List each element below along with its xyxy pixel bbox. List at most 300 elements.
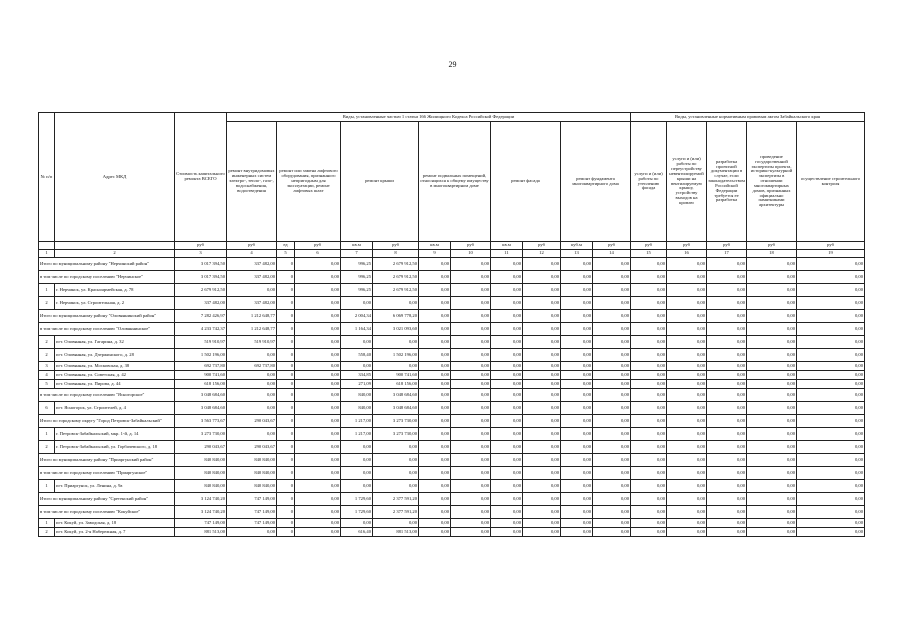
cell-value: 0,00 bbox=[419, 441, 451, 454]
header-address: Адрес МКД bbox=[55, 113, 175, 242]
cell-value: 0,00 bbox=[451, 519, 491, 528]
cell-value: 0,00 bbox=[341, 454, 373, 467]
cell-value: 0,00 bbox=[295, 493, 341, 506]
unit-cell: руб bbox=[707, 242, 747, 250]
cell-value: 0,00 bbox=[561, 271, 593, 284]
cell-value: 2 679 912,50 bbox=[373, 258, 419, 271]
cell-value: 618 156,00 bbox=[373, 380, 419, 389]
cell-value: 2 679 912,50 bbox=[175, 284, 227, 297]
cell-value: 0,00 bbox=[295, 310, 341, 323]
cell-value: 0,00 bbox=[373, 336, 419, 349]
cell-value: 0,00 bbox=[797, 415, 865, 428]
cell-value: 0,00 bbox=[561, 415, 593, 428]
cell-value: 0,00 bbox=[523, 402, 561, 415]
cell-value: 337 482,00 bbox=[227, 271, 277, 284]
cell-value: 0,00 bbox=[491, 467, 523, 480]
cell-value: 0,00 bbox=[523, 519, 561, 528]
row-number: 2 bbox=[39, 441, 55, 454]
cell-value: 840 840,00 bbox=[227, 454, 277, 467]
cell-value: 0,00 bbox=[523, 467, 561, 480]
cell-value: 0 bbox=[277, 480, 295, 493]
cell-value: 0,00 bbox=[491, 380, 523, 389]
cell-value: 0,00 bbox=[561, 480, 593, 493]
cell-value: 519 910,97 bbox=[175, 336, 227, 349]
cell-value: 0 bbox=[277, 441, 295, 454]
cell-value: 0,00 bbox=[593, 258, 631, 271]
row-address: пгт. Кокуй, ул. Заводская, д. 18 bbox=[55, 519, 175, 528]
row-number: 1 bbox=[39, 480, 55, 493]
cell-value: 0,00 bbox=[295, 480, 341, 493]
col-number: 7 bbox=[341, 250, 373, 258]
cell-value: 0,00 bbox=[667, 336, 707, 349]
cell-value: 0 bbox=[277, 454, 295, 467]
cell-value: 0 bbox=[277, 428, 295, 441]
cell-value: 0,00 bbox=[419, 284, 451, 297]
cell-value: 0,00 bbox=[561, 362, 593, 371]
cell-value: 0,00 bbox=[667, 428, 707, 441]
cell-value: 0,00 bbox=[451, 371, 491, 380]
cell-value: 3 124 740,20 bbox=[175, 493, 227, 506]
cell-value: 0,00 bbox=[227, 371, 277, 380]
cell-value: 0,00 bbox=[523, 349, 561, 362]
cell-value: 0,00 bbox=[747, 389, 797, 402]
cell-value: 0,00 bbox=[491, 441, 523, 454]
cell-value: 0,00 bbox=[451, 428, 491, 441]
cell-value: 0,00 bbox=[707, 371, 747, 380]
row-address: в том числе по городскому поселению "Нерчинское" bbox=[39, 271, 175, 284]
cell-value: 0 bbox=[277, 284, 295, 297]
cell-value: 0,00 bbox=[797, 402, 865, 415]
cell-value: 0,00 bbox=[747, 297, 797, 310]
cell-value: 0,00 bbox=[561, 258, 593, 271]
cell-value: 0,00 bbox=[593, 528, 631, 537]
table-row bbox=[39, 362, 865, 371]
header-group-federal: Виды, установленные частью 1 статьи 166 Жилищного Кодекса Российской Федерации bbox=[227, 113, 631, 122]
cell-value: 0,00 bbox=[747, 271, 797, 284]
table-row bbox=[39, 271, 865, 284]
cell-value: 0,00 bbox=[593, 428, 631, 441]
cell-value: 2 377 591,20 bbox=[373, 506, 419, 519]
col-number: 11 bbox=[491, 250, 523, 258]
cell-value: 0,00 bbox=[295, 402, 341, 415]
cell-value: 0 bbox=[277, 323, 295, 336]
cell-value: 4 233 742,37 bbox=[175, 323, 227, 336]
unit-cell: руб bbox=[295, 242, 341, 250]
cell-value: 0,00 bbox=[523, 323, 561, 336]
cell-value: 0,00 bbox=[561, 284, 593, 297]
cell-value: 0,00 bbox=[341, 519, 373, 528]
col-number: 16 bbox=[667, 250, 707, 258]
cell-value: 0,00 bbox=[631, 380, 667, 389]
table-row bbox=[39, 467, 865, 480]
cell-value: 0,00 bbox=[797, 284, 865, 297]
cell-value: 0,00 bbox=[419, 349, 451, 362]
cell-value: 996,25 bbox=[341, 271, 373, 284]
cell-value: 0,00 bbox=[419, 415, 451, 428]
cell-value: 0,00 bbox=[373, 480, 419, 493]
cell-value: 0,00 bbox=[667, 349, 707, 362]
unit-cell: руб bbox=[227, 242, 277, 250]
cell-value: 0,00 bbox=[561, 323, 593, 336]
table-row bbox=[39, 284, 865, 297]
cell-value: 3 048 684,60 bbox=[373, 402, 419, 415]
cell-value: 0,00 bbox=[707, 506, 747, 519]
cell-value: 0,00 bbox=[667, 380, 707, 389]
cell-value: 0,00 bbox=[667, 415, 707, 428]
header-design: разработка проектной документации в случае, если законодательством Российской Федерации требуется ее разработка bbox=[707, 122, 747, 242]
row-number: 4 bbox=[39, 371, 55, 380]
cell-value: 0,00 bbox=[491, 271, 523, 284]
cell-value: 0,00 bbox=[593, 284, 631, 297]
col-number: 8 bbox=[373, 250, 419, 258]
row-address: Итого по муниципальному району "Приаргунский район" bbox=[39, 454, 175, 467]
cell-value: 0,00 bbox=[593, 271, 631, 284]
cell-value: 881 513,00 bbox=[175, 528, 227, 537]
header-basement: ремонт подвальных помещений, относящихся к общему имуществу в многоквартирном доме bbox=[419, 122, 491, 242]
cell-value: 0,00 bbox=[747, 258, 797, 271]
cell-value: 0,00 bbox=[451, 362, 491, 371]
cell-value: 0,00 bbox=[561, 428, 593, 441]
cell-value: 0,00 bbox=[227, 284, 277, 297]
cell-value: 0,00 bbox=[707, 258, 747, 271]
cell-value: 0,00 bbox=[561, 297, 593, 310]
col-number: 4 bbox=[227, 250, 277, 258]
cell-value: 0 bbox=[277, 528, 295, 537]
row-address: Итого по городскому округу "Город Петровск-Забайкальский" bbox=[39, 415, 175, 428]
table-row bbox=[39, 428, 865, 441]
cell-value: 0,00 bbox=[707, 389, 747, 402]
cell-value: 0,00 bbox=[707, 362, 747, 371]
cell-value: 0,00 bbox=[227, 528, 277, 537]
table-row bbox=[39, 493, 865, 506]
cell-value: 0,00 bbox=[593, 454, 631, 467]
cell-value: 0,00 bbox=[747, 493, 797, 506]
cell-value: 0,00 bbox=[797, 310, 865, 323]
cell-value: 0,00 bbox=[747, 284, 797, 297]
cell-value: 0,00 bbox=[747, 310, 797, 323]
cell-value: 0,00 bbox=[747, 323, 797, 336]
cell-value: 3 273 730,00 bbox=[373, 415, 419, 428]
cell-value: 0,00 bbox=[593, 323, 631, 336]
cell-value: 0,00 bbox=[667, 506, 707, 519]
cell-value: 0,00 bbox=[419, 493, 451, 506]
row-address: Итого по муниципальному району "Оловяннинский район" bbox=[39, 310, 175, 323]
cell-value: 0,00 bbox=[667, 454, 707, 467]
cell-value: 3 273 730,00 bbox=[373, 428, 419, 441]
cell-value: 0,00 bbox=[523, 528, 561, 537]
cell-value: 0 bbox=[277, 297, 295, 310]
cell-value: 840 840,00 bbox=[227, 480, 277, 493]
cell-value: 0,00 bbox=[295, 428, 341, 441]
cell-value: 0,00 bbox=[419, 506, 451, 519]
table-row bbox=[39, 323, 865, 336]
cell-value: 0,00 bbox=[523, 310, 561, 323]
row-address: пгт. Оловянная, ул. Московская, д. 38 bbox=[55, 362, 175, 371]
cell-value: 0,00 bbox=[295, 371, 341, 380]
row-number: 1 bbox=[39, 284, 55, 297]
cell-value: 0,00 bbox=[707, 428, 747, 441]
cell-value: 0,00 bbox=[491, 480, 523, 493]
cell-value: 0,00 bbox=[667, 271, 707, 284]
cell-value: 0,00 bbox=[295, 441, 341, 454]
table-row bbox=[39, 402, 865, 415]
cell-value: 0,00 bbox=[491, 336, 523, 349]
row-number: 1 bbox=[39, 519, 55, 528]
header-foundation: ремонт фундамента многоквартирного дома bbox=[561, 122, 631, 242]
cell-value: 0,00 bbox=[451, 297, 491, 310]
cell-value: 0,00 bbox=[295, 323, 341, 336]
cell-value: 0,00 bbox=[707, 297, 747, 310]
cell-value: 0,00 bbox=[631, 454, 667, 467]
cell-value: 0,00 bbox=[667, 362, 707, 371]
unit-cell: руб bbox=[593, 242, 631, 250]
cell-value: 900 741,60 bbox=[373, 371, 419, 380]
cell-value: 0,00 bbox=[295, 467, 341, 480]
cell-value: 337 482,00 bbox=[175, 297, 227, 310]
row-address: пгт. Оловянная, ул. Пирова, д. 44 bbox=[55, 380, 175, 389]
cell-value: 0,00 bbox=[523, 415, 561, 428]
row-number: 1 bbox=[39, 428, 55, 441]
table-row bbox=[39, 380, 865, 389]
cell-value: 0,00 bbox=[523, 336, 561, 349]
cell-value: 2 679 912,50 bbox=[373, 284, 419, 297]
cell-value: 1 217,00 bbox=[341, 415, 373, 428]
unit-cell: куб.м bbox=[561, 242, 593, 250]
cell-value: 0,00 bbox=[797, 362, 865, 371]
cell-value: 0,00 bbox=[227, 428, 277, 441]
header-num: № п/п bbox=[39, 113, 55, 242]
cell-value: 0,00 bbox=[631, 310, 667, 323]
row-number: 2 bbox=[39, 336, 55, 349]
cell-value: 0,00 bbox=[419, 258, 451, 271]
cell-value: 0,00 bbox=[451, 271, 491, 284]
cell-value: 0,00 bbox=[561, 441, 593, 454]
cell-value: 0 bbox=[277, 371, 295, 380]
cell-value: 0,00 bbox=[707, 336, 747, 349]
cell-value: 0,00 bbox=[593, 519, 631, 528]
row-address: в том числе по городскому поселению "Кокуйское" bbox=[39, 506, 175, 519]
cell-value: 0,00 bbox=[295, 415, 341, 428]
row-address: пгт. Оловянная, ул. Дзержинского, д. 28 bbox=[55, 349, 175, 362]
cell-value: 519 910,97 bbox=[227, 336, 277, 349]
header-group-regional: Виды, установленные нормативным правовым актом Забайкальского края bbox=[631, 113, 865, 122]
cell-value: 3 017 394,50 bbox=[175, 271, 227, 284]
cell-value: 0,00 bbox=[561, 528, 593, 537]
cell-value: 0,00 bbox=[419, 323, 451, 336]
cell-value: 0,00 bbox=[631, 271, 667, 284]
col-number: 14 bbox=[593, 250, 631, 258]
cell-value: 0 bbox=[277, 415, 295, 428]
cell-value: 0,00 bbox=[341, 441, 373, 454]
cell-value: 0,00 bbox=[667, 297, 707, 310]
cell-value: 0,00 bbox=[491, 506, 523, 519]
cell-value: 0,00 bbox=[451, 284, 491, 297]
cell-value: 334,85 bbox=[341, 371, 373, 380]
cell-value: 0,00 bbox=[747, 454, 797, 467]
cell-value: 0,00 bbox=[295, 336, 341, 349]
cell-value: 0,00 bbox=[747, 371, 797, 380]
cell-value: 0,00 bbox=[593, 402, 631, 415]
table-row bbox=[39, 528, 865, 537]
table-row bbox=[39, 310, 865, 323]
col-number: 10 bbox=[451, 250, 491, 258]
cell-value: 0,00 bbox=[451, 402, 491, 415]
unit-cell: руб bbox=[797, 242, 865, 250]
cell-value: 0,00 bbox=[523, 380, 561, 389]
cell-value: 0,00 bbox=[419, 362, 451, 371]
cell-value: 0,00 bbox=[561, 467, 593, 480]
header-control: осуществление строительного контроля bbox=[797, 122, 865, 242]
cell-value: 0,00 bbox=[419, 310, 451, 323]
cell-value: 0,00 bbox=[523, 480, 561, 493]
col-number: 3 bbox=[175, 250, 227, 258]
header-engineering: ремонт внутридомовых инженерных систем электро-, тепло-, газо-, водоснабжения, водоотведения bbox=[227, 122, 277, 242]
cell-value: 0,00 bbox=[667, 371, 707, 380]
cell-value: 0,00 bbox=[523, 493, 561, 506]
unit-cell: кв.м bbox=[341, 242, 373, 250]
table-body bbox=[39, 258, 865, 537]
cell-value: 0,00 bbox=[451, 389, 491, 402]
cell-value: 840 840,00 bbox=[227, 467, 277, 480]
cell-value: 0,00 bbox=[707, 454, 747, 467]
cell-value: 0,00 bbox=[747, 441, 797, 454]
cell-value: 0 bbox=[277, 380, 295, 389]
unit-cell: руб bbox=[747, 242, 797, 250]
cell-value: 0,00 bbox=[797, 389, 865, 402]
cell-value: 0,00 bbox=[419, 528, 451, 537]
cell-value: 1 729,60 bbox=[341, 493, 373, 506]
col-number: 1 bbox=[39, 250, 55, 258]
row-address: пгт. Ясногорск, ул. Строителей, д. 4 bbox=[55, 402, 175, 415]
cell-value: 0,00 bbox=[667, 467, 707, 480]
cell-value: 0,00 bbox=[747, 349, 797, 362]
cell-value: 0,00 bbox=[797, 336, 865, 349]
cell-value: 0,00 bbox=[707, 415, 747, 428]
cell-value: 0,00 bbox=[227, 402, 277, 415]
cell-value: 0,00 bbox=[631, 336, 667, 349]
cell-value: 0,00 bbox=[373, 362, 419, 371]
cell-value: 0,00 bbox=[561, 349, 593, 362]
cell-value: 0,00 bbox=[631, 297, 667, 310]
cell-value: 0,00 bbox=[295, 349, 341, 362]
cell-value: 0,00 bbox=[667, 493, 707, 506]
cell-value: 0,00 bbox=[797, 297, 865, 310]
cell-value: 0,00 bbox=[295, 297, 341, 310]
cell-value: 0,00 bbox=[707, 323, 747, 336]
table-row bbox=[39, 258, 865, 271]
cell-value: 900 741,60 bbox=[175, 371, 227, 380]
cell-value: 0,00 bbox=[667, 323, 707, 336]
table-row bbox=[39, 349, 865, 362]
cell-value: 0 bbox=[277, 258, 295, 271]
cell-value: 0,00 bbox=[419, 336, 451, 349]
cell-value: 0,00 bbox=[797, 428, 865, 441]
cell-value: 1 217,00 bbox=[341, 428, 373, 441]
unit-cell: руб bbox=[175, 242, 227, 250]
cell-value: 0,00 bbox=[373, 467, 419, 480]
cell-value: 0,00 bbox=[523, 258, 561, 271]
row-number: 3 bbox=[39, 362, 55, 371]
cell-value: 0,00 bbox=[523, 428, 561, 441]
table-row bbox=[39, 389, 865, 402]
cell-value: 0,00 bbox=[227, 389, 277, 402]
cell-value: 0,00 bbox=[747, 336, 797, 349]
unit-cell: кв.м bbox=[419, 242, 451, 250]
cell-value: 0,00 bbox=[419, 519, 451, 528]
unit-cell: руб bbox=[667, 242, 707, 250]
cell-value: 0,00 bbox=[707, 402, 747, 415]
cell-value: 0,00 bbox=[295, 528, 341, 537]
table-row bbox=[39, 480, 865, 493]
cell-value: 0,00 bbox=[593, 336, 631, 349]
cell-value: 0,00 bbox=[747, 415, 797, 428]
cell-value: 0,00 bbox=[523, 454, 561, 467]
cell-value: 0,00 bbox=[419, 297, 451, 310]
cell-value: 0,00 bbox=[747, 380, 797, 389]
cell-value: 881 513,00 bbox=[373, 528, 419, 537]
cell-value: 0,00 bbox=[593, 310, 631, 323]
cell-value: 0,00 bbox=[593, 380, 631, 389]
cell-value: 0,00 bbox=[667, 258, 707, 271]
cell-value: 0,00 bbox=[561, 402, 593, 415]
cell-value: 0,00 bbox=[419, 371, 451, 380]
cell-value: 616,40 bbox=[341, 528, 373, 537]
cell-value: 0,00 bbox=[593, 389, 631, 402]
header-facade-insulation: услуги и (или) работы по утеплению фасада bbox=[631, 122, 667, 242]
cell-value: 840 840,00 bbox=[175, 480, 227, 493]
cell-value: 0,00 bbox=[523, 284, 561, 297]
cell-value: 0,00 bbox=[631, 528, 667, 537]
cell-value: 0,00 bbox=[295, 454, 341, 467]
cell-value: 0,00 bbox=[797, 528, 865, 537]
cell-value: 1 212 648,77 bbox=[227, 323, 277, 336]
cell-value: 0,00 bbox=[593, 506, 631, 519]
row-address: в том числе по городскому поселению "Приаргунское" bbox=[39, 467, 175, 480]
cell-value: 0,00 bbox=[451, 323, 491, 336]
cell-value: 0,00 bbox=[491, 519, 523, 528]
cell-value: 0,00 bbox=[797, 506, 865, 519]
cell-value: 0,00 bbox=[451, 506, 491, 519]
cell-value: 290 043,67 bbox=[175, 441, 227, 454]
cell-value: 0,00 bbox=[797, 454, 865, 467]
cell-value: 0,00 bbox=[491, 297, 523, 310]
cell-value: 840,00 bbox=[341, 402, 373, 415]
cell-value: 0,00 bbox=[523, 506, 561, 519]
cell-value: 0,00 bbox=[797, 493, 865, 506]
table-row bbox=[39, 371, 865, 380]
col-number: 2 bbox=[55, 250, 175, 258]
cell-value: 0,00 bbox=[631, 480, 667, 493]
cell-value: 0 bbox=[277, 402, 295, 415]
cell-value: 0,00 bbox=[747, 467, 797, 480]
cell-value: 0,00 bbox=[707, 310, 747, 323]
cell-value: 0,00 bbox=[667, 310, 707, 323]
cell-value: 0,00 bbox=[797, 258, 865, 271]
units-row bbox=[39, 242, 865, 250]
cell-value: 0,00 bbox=[295, 506, 341, 519]
cell-value: 0,00 bbox=[451, 415, 491, 428]
cell-value: 0,00 bbox=[707, 519, 747, 528]
cell-value: 0,00 bbox=[451, 528, 491, 537]
cell-value: 0,00 bbox=[707, 467, 747, 480]
cell-value: 0,00 bbox=[491, 389, 523, 402]
cell-value: 3 048 684,60 bbox=[175, 402, 227, 415]
cell-value: 0,00 bbox=[491, 428, 523, 441]
row-address: г. Нерчинск, ул. Строительная, д. 2 bbox=[55, 297, 175, 310]
row-number: 2 bbox=[39, 528, 55, 537]
cell-value: 3 048 684,60 bbox=[373, 389, 419, 402]
cell-value: 0,00 bbox=[561, 310, 593, 323]
